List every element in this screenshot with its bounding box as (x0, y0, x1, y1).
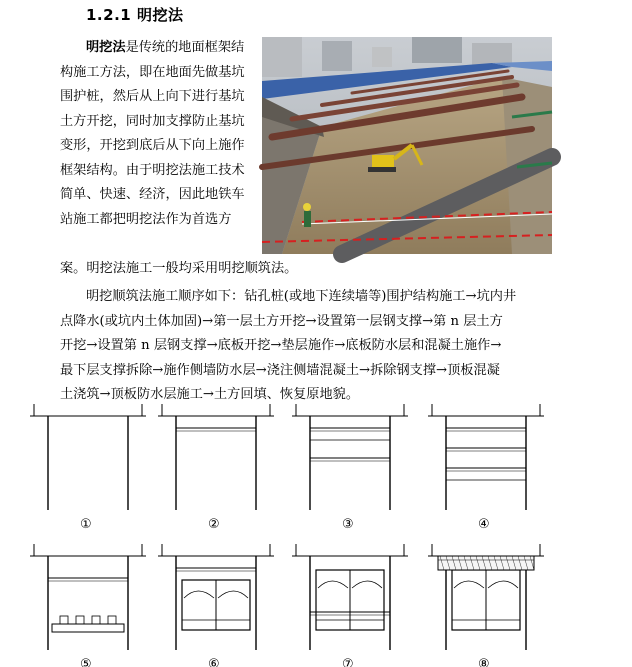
step-label-6: ⑥ (208, 657, 220, 667)
lead-term: 明挖法 (86, 40, 126, 55)
section-heading (86, 4, 183, 25)
intro-line-3: 围护桩，然后从上向下进行基坑 (60, 89, 245, 104)
step-label-5: ⑤ (80, 657, 92, 667)
step-diagram-8 (428, 544, 544, 667)
step-label-3: ③ (342, 517, 354, 532)
sequence-line-1: 明挖顺筑法施工顺序如下：钻孔桩(或地下连续墙等)围护结构施工→坑内井 (86, 289, 517, 304)
sequence-paragraph (60, 285, 557, 408)
step-diagram-1 (30, 404, 146, 532)
sequence-line-4: 最下层支撑拆除→施作侧墙防水层→浇注侧墙混凝土→拆除钢支撑→顶板混凝 (60, 362, 500, 378)
intro-line-2: 构施工方法，即在地面先做基坑 (60, 64, 245, 80)
section-number: 1.2.1 (86, 6, 132, 24)
excavation-photo (262, 37, 552, 254)
construction-steps-diagram (48, 400, 588, 667)
step-diagram-3 (292, 404, 408, 532)
intro-last-line: 案。明挖法施工一般均采用明挖顺筑法。 (60, 261, 298, 276)
sequence-line-5: 土浇筑→顶板防水层施工→土方回填、恢复原地貌。 (60, 387, 360, 402)
sequence-line-3: 开挖→设置第 n 层钢支撑→底板开挖→垫层施作→底板防水层和混凝土施作→ (60, 338, 502, 353)
intro-line-4: 土方开挖，同时加支撑防止基坑 (60, 113, 245, 129)
intro-paragraph (60, 36, 258, 232)
step-label-4: ④ (478, 517, 490, 532)
intro-line-7: 简单、快速、经济，因此地铁车 (60, 187, 245, 202)
step-diagram-2 (158, 404, 274, 532)
intro-line-1 (60, 36, 258, 61)
intro-text: 是传统的地面框架结 (125, 40, 245, 55)
step-diagram-4 (428, 404, 544, 532)
section-title: 明挖法 (136, 6, 184, 24)
step-label-7: ⑦ (342, 657, 354, 667)
step-diagram-7 (292, 544, 408, 667)
sequence-line-2: 点降水(或坑内土体加固)→第一层土方开挖→设置第一层钢支撑→第 n 层土方 (60, 313, 503, 329)
step-diagram-6 (158, 544, 274, 667)
step-label-1: ① (80, 517, 92, 532)
intro-line-5: 变形，开挖到底后从下向上施作 (60, 138, 245, 153)
step-diagram-5 (30, 544, 146, 667)
step-label-8: ⑧ (478, 657, 490, 667)
intro-line-6: 框架结构。由于明挖法施工技术 (60, 162, 245, 178)
step-label-2: ② (208, 517, 220, 532)
intro-line-8: 站施工都把明挖法作为首选方 (60, 211, 232, 227)
